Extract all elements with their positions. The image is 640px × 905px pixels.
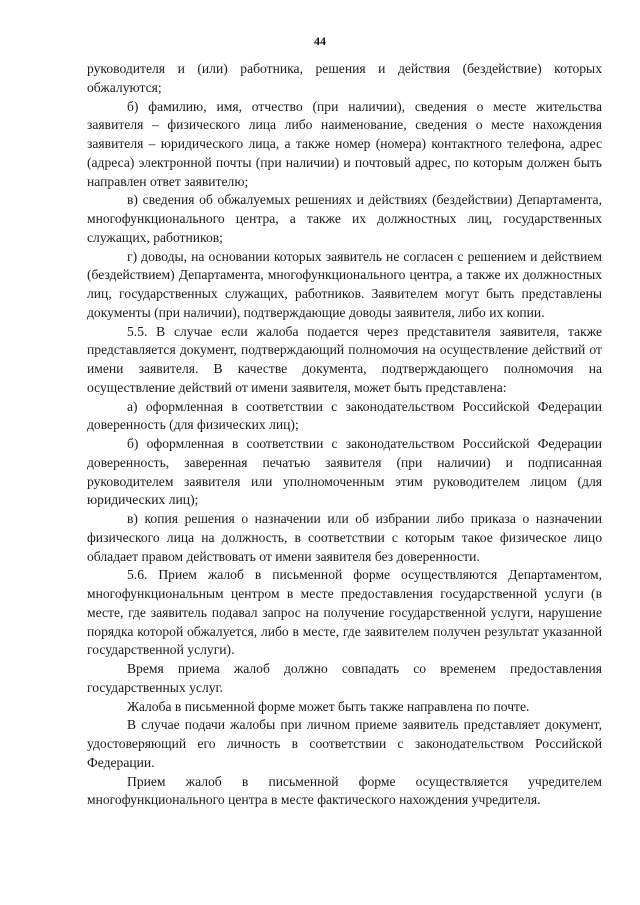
paragraph-item-v-appointment-copy: в) копия решения о назначении или об избрании либо приказа о назначении физического лица на должность, в соответствии с которым такое физическое лицо обладает правом действовать от имени заявителя без доверенности.: [87, 511, 602, 564]
paragraph-item-b-power-of-attorney-legal: б) оформленная в соответствии с законодательством Российской Федерации доверенность, заверенная печатью заявителя (при наличии) и подписанная руководителем заявителя или уполномоченным этим руководителем лицом (для юридических лиц);: [87, 436, 602, 508]
paragraph-by-mail: Жалоба в письменной форме может быть также направлена по почте.: [127, 698, 530, 714]
paragraph-founder-reception: Прием жалоб в письменной форме осуществляется учредителем многофункционального центра в месте фактического нахождения учредителя.: [87, 773, 602, 808]
paragraph-5-5-representative: 5.5. В случае если жалоба подается через представителя заявителя, также представляется документ, подтверждающий полномочия на осуществление действий от имени заявителя. В качестве документа, подтверждающего полномочия на осуществление действий от имени заявителя, может быть представлена:: [87, 323, 602, 395]
document-body: [87, 60, 602, 810]
paragraph-personal-reception: В случае подачи жалобы при личном приеме заявитель представляет документ, удостоверяющий его личность в соответствии с законодательством Российской Федерации.: [87, 717, 602, 770]
paragraph-item-b-applicant-name: б) фамилию, имя, отчество (при наличии), сведения о месте жительства заявителя – физического лица либо наименование, сведения о месте нахождения заявителя – юридического лица, а также номер (номера) контактного телефона, адрес (адреса) электронной почты (при наличии) и почтовый адрес, по которым должен быть направлен ответ заявителю;: [87, 98, 602, 189]
paragraph-item-g-arguments: г) доводы, на основании которых заявитель не согласен с решением и действием (бездействием) Департамента, многофункционального центра, а также их должностных лиц, государственных служащих, работников. Заявителем могут быть представлены документы (при наличии), подтверждающие доводы заявителя, либо их копии.: [87, 248, 602, 320]
paragraph-item-v-appealed-decisions: в) сведения об обжалуемых решениях и действиях (бездействии) Департамента, многофункционального центра, а также их должностных лиц, государственных служащих, работников;: [87, 192, 602, 245]
paragraph-item-a-power-of-attorney: а) оформленная в соответствии с законодательством Российской Федерации доверенность (для физических лиц);: [87, 398, 602, 433]
paragraph-continuation: руководителя и (или) работника, решения и действия (бездействие) которых обжалуются;: [87, 61, 602, 95]
paragraph-reception-time: Время приема жалоб должно совпадать со временем предоставления государственных услуг.: [87, 661, 602, 695]
page-number: 44: [314, 34, 326, 48]
paragraph-5-6-written-complaints: 5.6. Прием жалоб в письменной форме осуществляются Департаментом, многофункциональным центром в месте предоставления государственной услуги (в месте, где заявитель подавал запрос на получение государственной услуги, нарушение порядка которой обжалуется, либо в месте, где заявителем получен результат указанной государственной услуги).: [87, 567, 602, 658]
